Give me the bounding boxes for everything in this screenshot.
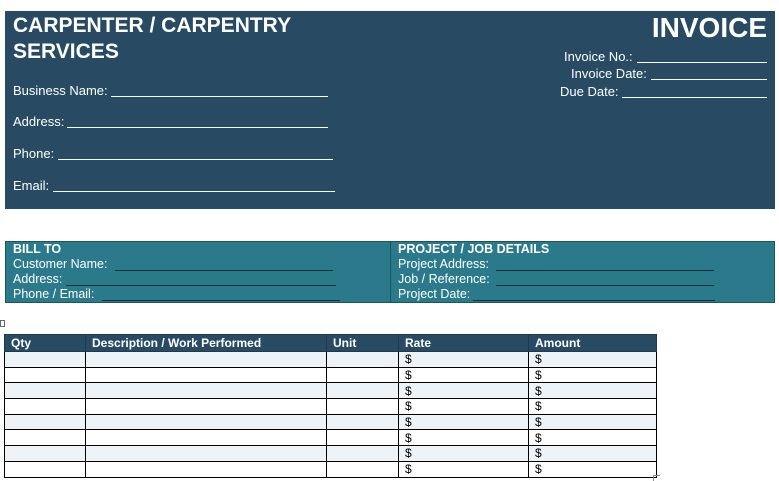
description-cell[interactable] <box>86 414 327 430</box>
business-name-label: Business Name: <box>13 83 108 98</box>
invoice-no-field[interactable] <box>637 62 767 63</box>
description-cell[interactable] <box>86 367 327 383</box>
qty-cell[interactable] <box>5 352 86 368</box>
rate-cell[interactable]: $ <box>399 399 529 415</box>
col-unit-header: Unit <box>327 335 399 352</box>
table-row <box>5 367 657 383</box>
line-items-table <box>4 334 657 478</box>
qty-cell[interactable] <box>5 367 86 383</box>
bill-address-label: Address: <box>13 272 63 286</box>
qty-cell[interactable] <box>5 446 86 462</box>
business-title-line2: SERVICES <box>13 40 119 63</box>
table-row <box>5 446 657 462</box>
qty-cell[interactable] <box>5 383 86 399</box>
amount-cell[interactable]: $ <box>529 461 657 477</box>
email-field[interactable] <box>53 191 335 192</box>
email-label: Email: <box>13 178 50 193</box>
unit-cell[interactable] <box>327 446 399 462</box>
description-cell[interactable] <box>86 446 327 462</box>
customer-name-label: Customer Name: <box>13 257 108 271</box>
bill-to-heading: BILL TO <box>13 242 62 256</box>
table-row <box>5 399 657 415</box>
phone-field[interactable] <box>58 159 333 160</box>
due-date-label: Due Date: <box>560 84 619 99</box>
project-address-label: Project Address: <box>398 257 490 271</box>
due-date-field[interactable] <box>622 97 767 98</box>
qty-cell[interactable] <box>5 399 86 415</box>
qty-cell[interactable] <box>5 461 86 477</box>
table-resize-handle[interactable] <box>653 475 660 481</box>
invoice-header <box>5 11 775 209</box>
rate-cell[interactable]: $ <box>399 367 529 383</box>
unit-cell[interactable] <box>327 430 399 446</box>
unit-cell[interactable] <box>327 367 399 383</box>
qty-cell[interactable] <box>5 414 86 430</box>
project-date-field[interactable] <box>473 300 715 301</box>
amount-cell[interactable]: $ <box>529 430 657 446</box>
col-amount-header: Amount <box>529 335 657 352</box>
band-divider <box>390 242 391 302</box>
unit-cell[interactable] <box>327 383 399 399</box>
customer-name-field[interactable] <box>115 270 333 271</box>
col-rate-header: Rate <box>399 335 529 352</box>
job-reference-label: Job / Reference: <box>398 272 490 286</box>
project-address-field[interactable] <box>496 270 714 271</box>
rate-cell[interactable]: $ <box>399 446 529 462</box>
table-header-row <box>5 335 657 352</box>
description-cell[interactable] <box>86 461 327 477</box>
phone-email-label: Phone / Email: <box>13 287 95 301</box>
table-row <box>5 352 657 368</box>
col-description-header: Description / Work Performed <box>86 335 327 352</box>
phone-email-field[interactable] <box>102 300 340 301</box>
rate-cell[interactable]: $ <box>399 461 529 477</box>
table-row <box>5 383 657 399</box>
description-cell[interactable] <box>86 399 327 415</box>
invoice-date-field[interactable] <box>651 79 767 80</box>
table-row <box>5 414 657 430</box>
unit-cell[interactable] <box>327 461 399 477</box>
bill-to-project-band <box>5 241 775 303</box>
invoice-date-label: Invoice Date: <box>571 66 647 81</box>
project-heading: PROJECT / JOB DETAILS <box>398 242 550 256</box>
address-label: Address: <box>13 114 65 129</box>
description-cell[interactable] <box>86 352 327 368</box>
bill-address-field[interactable] <box>66 285 336 286</box>
col-qty-header: Qty <box>5 335 86 352</box>
rate-cell[interactable]: $ <box>399 430 529 446</box>
project-date-label: Project Date: <box>398 287 471 301</box>
job-reference-field[interactable] <box>496 285 714 286</box>
description-cell[interactable] <box>86 430 327 446</box>
rate-cell[interactable]: $ <box>399 352 529 368</box>
unit-cell[interactable] <box>327 352 399 368</box>
amount-cell[interactable]: $ <box>529 399 657 415</box>
table-anchor-marker <box>0 320 5 327</box>
amount-cell[interactable]: $ <box>529 446 657 462</box>
rate-cell[interactable]: $ <box>399 383 529 399</box>
unit-cell[interactable] <box>327 399 399 415</box>
amount-cell[interactable]: $ <box>529 383 657 399</box>
qty-cell[interactable] <box>5 430 86 446</box>
business-title-line1: CARPENTER / CARPENTRY <box>13 14 292 37</box>
description-cell[interactable] <box>86 383 327 399</box>
business-name-field[interactable] <box>111 96 328 97</box>
invoice-no-label: Invoice No.: <box>564 49 633 64</box>
amount-cell[interactable]: $ <box>529 352 657 368</box>
amount-cell[interactable]: $ <box>529 414 657 430</box>
table-row <box>5 430 657 446</box>
amount-cell[interactable]: $ <box>529 367 657 383</box>
rate-cell[interactable]: $ <box>399 414 529 430</box>
table-row <box>5 461 657 477</box>
unit-cell[interactable] <box>327 414 399 430</box>
address-field[interactable] <box>67 127 328 128</box>
phone-label: Phone: <box>13 146 55 161</box>
invoice-heading: INVOICE <box>651 12 767 43</box>
